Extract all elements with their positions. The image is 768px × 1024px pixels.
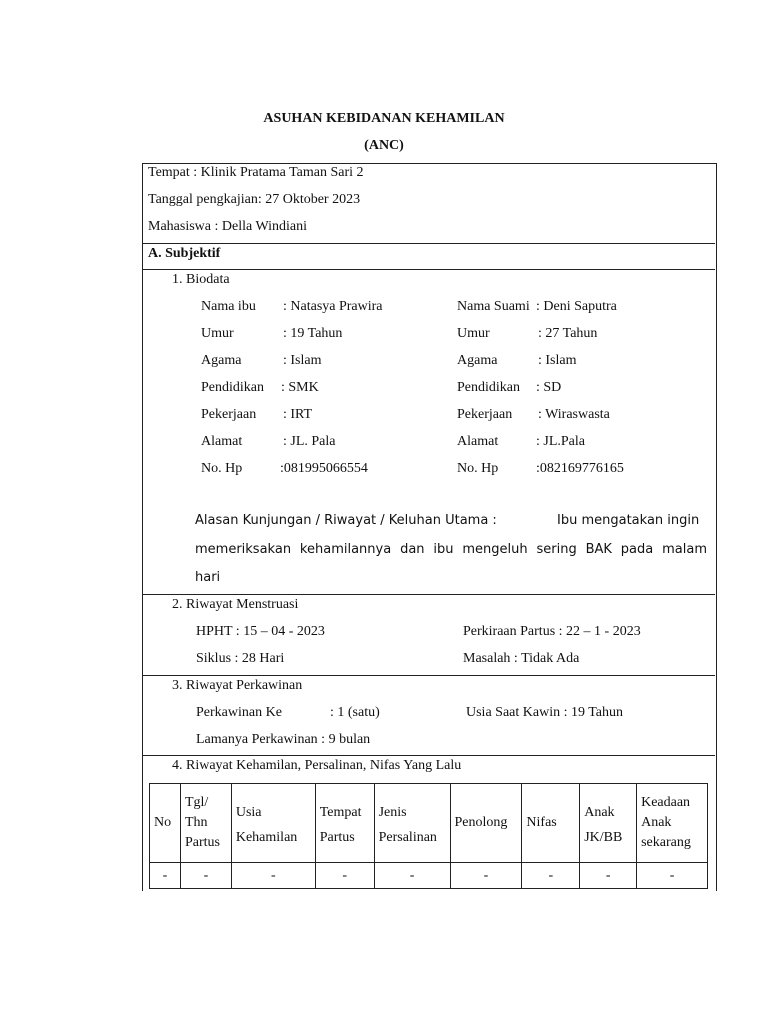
suami-label: Alamat	[457, 434, 499, 449]
divider	[142, 755, 715, 756]
suami-value: : Wiraswasta	[538, 407, 610, 422]
ibu-value: : IRT	[283, 407, 313, 422]
masalah-text: Masalah : Tidak Ada	[463, 651, 580, 666]
usia-kawin-text: Usia Saat Kawin : 19 Tahun	[466, 705, 624, 720]
divider	[142, 269, 715, 270]
alasan-value: Ibu mengatakan ingin	[557, 513, 700, 528]
table-cell: -	[450, 863, 522, 889]
header-no: No	[150, 784, 181, 863]
siklus-text: Siklus : 28 Hari	[196, 651, 285, 666]
suami-value: : JL.Pala	[536, 434, 585, 449]
suami-label: Umur	[457, 326, 490, 341]
ibu-value: : SMK	[281, 380, 319, 395]
biodata-heading: 1. Biodata	[172, 272, 230, 287]
riwayat-heading: 4. Riwayat Kehamilan, Persalinan, Nifas Yang Lalu	[172, 758, 462, 773]
ibu-value: : Natasya Prawira	[283, 299, 383, 314]
hpht-text: HPHT : 15 – 04 - 2023	[196, 624, 325, 639]
tempat-text: Tempat : Klinik Pratama Taman Sari 2	[148, 165, 364, 180]
divider	[142, 675, 715, 676]
table-cell: -	[580, 863, 637, 889]
suami-label: Nama Suami	[457, 299, 530, 314]
section-a-heading: A. Subjektif	[148, 246, 221, 261]
ibu-label: Pekerjaan	[201, 407, 257, 422]
table-cell: -	[374, 863, 450, 889]
perkawinan-heading: 3. Riwayat Perkawinan	[172, 678, 303, 693]
ibu-label: No. Hp	[201, 461, 243, 476]
suami-label: Agama	[457, 353, 498, 368]
suami-label: Pekerjaan	[457, 407, 513, 422]
alasan-line-3: hari	[195, 570, 221, 585]
ibu-label: Pendidikan	[201, 380, 264, 395]
ibu-label: Umur	[201, 326, 234, 341]
suami-label: Pendidikan	[457, 380, 520, 395]
suami-value: :082169776165	[536, 461, 624, 476]
table-cell: -	[231, 863, 315, 889]
suami-value: : Deni Saputra	[536, 299, 617, 314]
tanggal-text: Tanggal pengkajian: 27 Oktober 2023	[148, 192, 361, 207]
table-cell: -	[637, 863, 708, 889]
perkiraan-partus-text: Perkiraan Partus : 22 – 1 - 2023	[463, 624, 641, 639]
menstruasi-heading: 2. Riwayat Menstruasi	[172, 597, 299, 612]
table-row	[150, 863, 708, 889]
perkawinan-ke-value: : 1 (satu)	[330, 705, 380, 720]
ibu-label: Nama ibu	[201, 299, 256, 314]
header-jenis-persalinan: Jenis Persalinan	[374, 784, 450, 863]
divider	[142, 243, 715, 244]
suami-label: No. Hp	[457, 461, 499, 476]
alasan-label: Alasan Kunjungan / Riwayat / Keluhan Utama :	[195, 513, 497, 528]
table-cell: -	[150, 863, 181, 889]
ibu-value: : 19 Tahun	[283, 326, 343, 341]
document-title: ASUHAN KEBIDANAN KEHAMILAN	[263, 111, 505, 126]
suami-value: : 27 Tahun	[538, 326, 598, 341]
header-tempat-partus: Tempat Partus	[315, 784, 374, 863]
table-cell: -	[522, 863, 580, 889]
table-cell: -	[180, 863, 231, 889]
ibu-label: Alamat	[201, 434, 243, 449]
riwayat-table	[149, 783, 708, 889]
header-anak-jk-bb: Anak JK/BB	[580, 784, 637, 863]
ibu-label: Agama	[201, 353, 242, 368]
header-usia-kehamilan: Usia Kehamilan	[231, 784, 315, 863]
ibu-value: : Islam	[283, 353, 322, 368]
lama-perkawinan-text: Lamanya Perkawinan : 9 bulan	[196, 732, 371, 747]
document-subtitle: (ANC)	[364, 138, 404, 153]
header-tgl-thn-partus: Tgl/ Thn Partus	[180, 784, 231, 863]
perkawinan-ke-label: Perkawinan Ke	[196, 705, 282, 720]
header-keadaan-anak: Keadaan Anak sekarang	[637, 784, 708, 863]
alasan-line-2: memeriksakan kehamilannya dan ibu mengeluh sering BAK pada malam	[195, 542, 707, 557]
suami-value: : Islam	[538, 353, 577, 368]
table-cell: -	[315, 863, 374, 889]
ibu-value: :081995066554	[280, 461, 368, 476]
mahasiswa-text: Mahasiswa : Della Windiani	[148, 219, 307, 234]
divider	[142, 594, 715, 595]
ibu-value: : JL. Pala	[283, 434, 336, 449]
header-nifas: Nifas	[522, 784, 580, 863]
suami-value: : SD	[536, 380, 562, 395]
table-header-row	[150, 784, 708, 863]
header-penolong: Penolong	[450, 784, 522, 863]
